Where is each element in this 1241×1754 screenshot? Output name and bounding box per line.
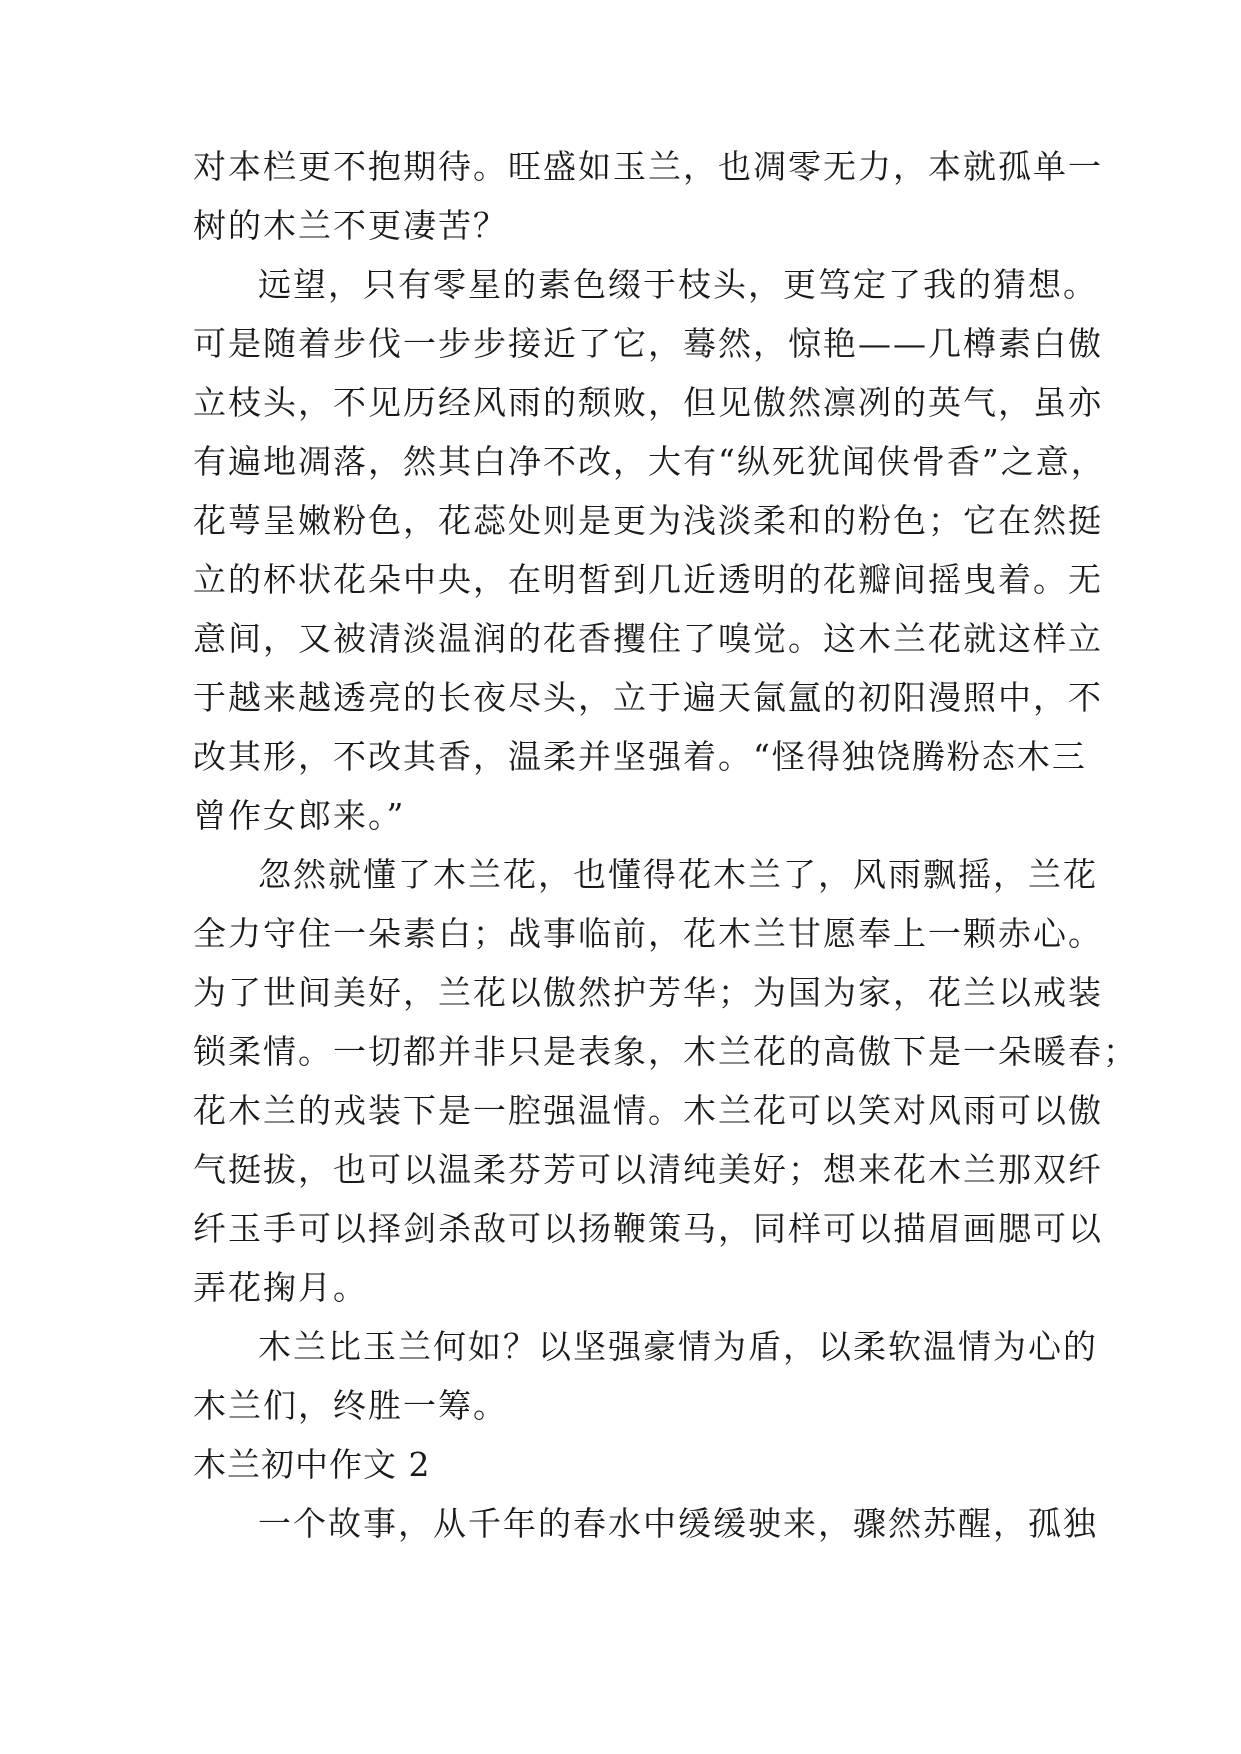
text-line: 意间，又被清淡温润的花香攫住了嗅觉。这木兰花就这样立 xyxy=(193,619,1103,658)
text-line: 改其形，不改其香，温柔并坚强着。“怪得独饶腾粉态木三 xyxy=(193,737,1087,776)
text-line: 有遍地凋落，然其白净不改，大有“纵死犹闻侠骨香”之意， xyxy=(193,442,1106,481)
text-line: 花木兰的戎装下是一腔强温情。木兰花可以笑对风雨可以傲 xyxy=(193,1091,1103,1130)
section-heading: 木兰初中作文 2 xyxy=(193,1445,431,1484)
text-line: 全力守住一朵素白；战事临前，花木兰甘愿奉上一颗赤心。 xyxy=(193,914,1103,953)
paragraph-start-line: 忽然就懂了木兰花，也懂得花木兰了，风雨飘摇，兰花 xyxy=(258,855,1098,894)
text-line: 花萼呈嫩粉色，花蕊处则是更为浅淡柔和的粉色；它在然挺 xyxy=(193,501,1103,540)
text-line: 为了世间美好，兰花以傲然护芳华；为国为家，花兰以戒装 xyxy=(193,973,1103,1012)
text-line: 曾作女郎来。” xyxy=(193,796,406,835)
text-line: 立枝头，不见历经风雨的颓败，但见傲然凛冽的英气，虽亦 xyxy=(193,383,1103,422)
text-line: 于越来越透亮的长夜尽头，立于遍天氤氲的初阳漫照中，不 xyxy=(193,678,1103,717)
text-line: 对本栏更不抱期待。旺盛如玉兰，也凋零无力，本就孤单一 xyxy=(193,147,1103,186)
paragraph-start-line: 远望，只有零星的素色缀于枝头，更笃定了我的猜想。 xyxy=(258,265,1098,304)
text-line: 木兰们，终胜一筹。 xyxy=(193,1386,508,1425)
text-line: 锁柔情。一切都并非只是表象，木兰花的高傲下是一朵暖春； xyxy=(193,1032,1138,1071)
text-line: 立的杯状花朵中央，在明皙到几近透明的花瓣间摇曳着。无 xyxy=(193,560,1103,599)
paragraph-start-line: 一个故事，从千年的春水中缓缓驶来，骤然苏醒，孤独 xyxy=(258,1504,1098,1543)
text-line: 纤玉手可以择剑杀敌可以扬鞭策马，同样可以描眉画腮可以 xyxy=(193,1209,1103,1248)
text-line: 可是随着步伐一步步接近了它，蓦然，惊艳——几樽素白傲 xyxy=(193,324,1103,363)
text-line: 弄花掬月。 xyxy=(193,1268,368,1307)
text-line: 气挺拔，也可以温柔芬芳可以清纯美好；想来花木兰那双纤 xyxy=(193,1150,1103,1189)
paragraph-start-line: 木兰比玉兰何如？以坚强豪情为盾，以柔软温情为心的 xyxy=(258,1327,1098,1366)
text-line: 树的木兰不更凄苦？ xyxy=(193,206,508,245)
